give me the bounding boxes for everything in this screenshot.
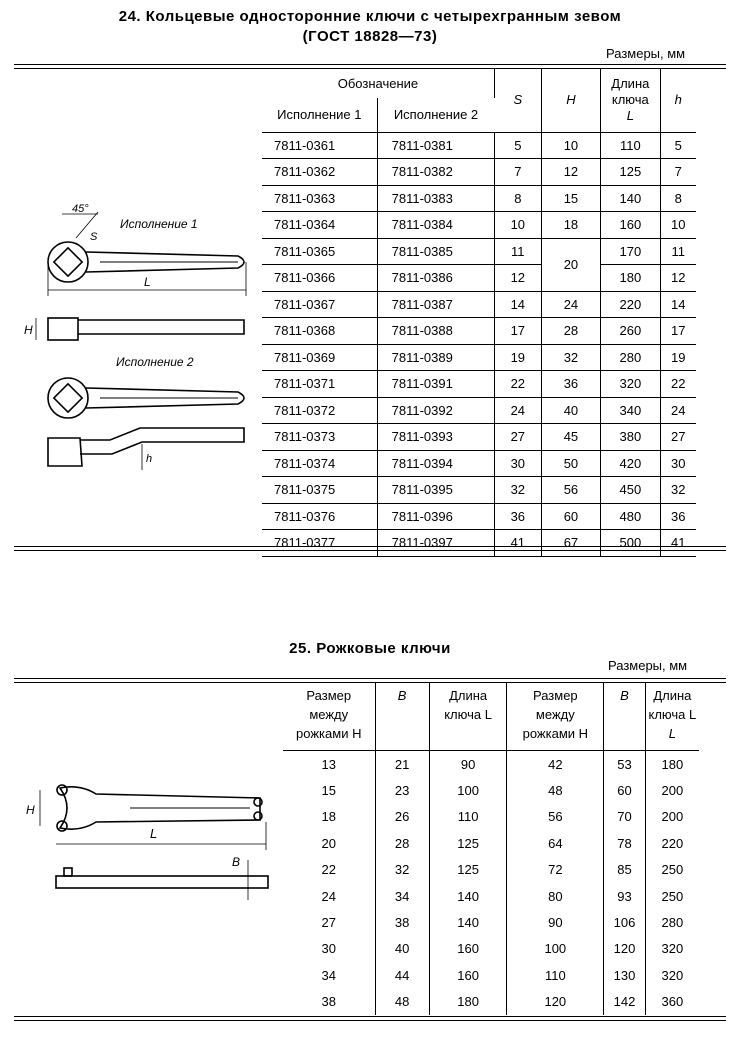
table-row xyxy=(262,530,696,557)
table-row xyxy=(283,962,699,988)
table-cell: 110 xyxy=(429,804,507,830)
header-size-2 xyxy=(507,682,604,751)
table-row xyxy=(283,830,699,856)
table-cell: 7811-0383 xyxy=(377,185,494,212)
table-cell: 32 xyxy=(541,344,600,371)
table-cell: 7811-0397 xyxy=(377,530,494,557)
table-cell: 10 xyxy=(660,212,696,239)
table-cell: 360 xyxy=(661,994,684,1010)
table-cell: 340 xyxy=(601,397,660,424)
table-cell: 78 xyxy=(604,830,645,856)
table-row xyxy=(262,132,696,159)
table-cell: 41 xyxy=(494,530,541,557)
header-H: H xyxy=(541,68,600,132)
table-cell: 67 xyxy=(541,530,600,557)
open-end-wrench-table xyxy=(283,682,699,1015)
table-cell: 140 xyxy=(429,909,507,935)
open-end-wrench-drawing xyxy=(0,0,283,1054)
table-row xyxy=(262,238,696,265)
table-cell: 220 xyxy=(601,291,660,318)
header-size-1-l2: между xyxy=(309,707,349,722)
header-length-2 xyxy=(645,682,699,751)
section-25-bottom-rule xyxy=(14,1016,726,1021)
section-25-units: Размеры, мм xyxy=(608,658,688,673)
variant-1-label: Исполнение 1 xyxy=(120,217,198,231)
table-cell: 200 xyxy=(661,809,684,825)
table-cell: 7811-0368 xyxy=(262,318,377,345)
dim-b-label-25: B xyxy=(232,855,241,869)
table-cell: 93 xyxy=(604,883,645,909)
table-cell: 7811-0388 xyxy=(377,318,494,345)
table-cell: 7811-0395 xyxy=(377,477,494,504)
header-b-1: B xyxy=(375,682,429,751)
table-cell: 7811-0387 xyxy=(377,291,494,318)
table-cell: 250 xyxy=(661,888,684,904)
table-cell: 7811-0393 xyxy=(377,424,494,451)
header-h: h xyxy=(660,68,696,132)
table-cell: 7811-0384 xyxy=(377,212,494,239)
table-row xyxy=(283,883,699,909)
table-cell: 7811-0394 xyxy=(377,450,494,477)
table-cell: 180 xyxy=(661,756,684,772)
table-row xyxy=(262,344,696,371)
table-cell: 7811-0374 xyxy=(262,450,377,477)
table-cell: 180 xyxy=(601,265,660,292)
table-cell: 110 xyxy=(601,132,660,159)
header-designation: Обозначение xyxy=(262,68,494,98)
table-cell: 19 xyxy=(494,344,541,371)
table-cell: 90 xyxy=(507,909,604,935)
table-cell: 106 xyxy=(604,909,645,935)
table-row xyxy=(283,804,699,830)
table-cell: 12 xyxy=(660,265,696,292)
header-length-line2: ключа xyxy=(611,91,649,107)
table-cell: 24 xyxy=(660,397,696,424)
table-cell: 7811-0363 xyxy=(262,185,377,212)
table-cell: 40 xyxy=(541,397,600,424)
table-cell: 85 xyxy=(604,857,645,883)
table-row xyxy=(283,936,699,962)
header-s: S xyxy=(494,68,541,132)
table-cell: 24 xyxy=(541,291,600,318)
table-cell: 72 xyxy=(507,857,604,883)
header-variant-2: Исполнение 2 xyxy=(377,98,494,132)
table-cell: 11 xyxy=(494,238,541,265)
table-cell: 36 xyxy=(660,503,696,530)
table-cell: 7811-0362 xyxy=(262,159,377,186)
table-cell: 56 xyxy=(541,477,600,504)
table-cell: 36 xyxy=(494,503,541,530)
table-cell: 40 xyxy=(375,936,429,962)
table-cell: 23 xyxy=(375,777,429,803)
table-cell: 20 xyxy=(283,830,375,856)
table-cell: 17 xyxy=(660,318,696,345)
table-cell: 14 xyxy=(494,291,541,318)
table-cell: 7811-0372 xyxy=(262,397,377,424)
table-cell: 70 xyxy=(604,804,645,830)
table-cell: 7811-0373 xyxy=(262,424,377,451)
header-length-1-l1: Длина xyxy=(449,688,488,703)
table-cell: 420 xyxy=(601,450,660,477)
table-row xyxy=(262,424,696,451)
header-length xyxy=(601,68,660,132)
table-cell: 220 xyxy=(661,835,684,851)
table-cell: 7811-0366 xyxy=(262,265,377,292)
table-cell: 200 xyxy=(661,783,684,799)
header-size-2-l2: между xyxy=(535,707,575,722)
table-row xyxy=(283,909,699,935)
header-size-2-l3: рожками H xyxy=(522,726,589,741)
table-cell: 53 xyxy=(604,751,645,778)
table-cell: 18 xyxy=(541,212,600,239)
table-cell: 38 xyxy=(375,909,429,935)
table-cell: 120 xyxy=(507,989,604,1015)
table-cell: 17 xyxy=(494,318,541,345)
table-cell: 7811-0361 xyxy=(262,132,377,159)
table-cell: 160 xyxy=(601,212,660,239)
table-cell: 7811-0386 xyxy=(377,265,494,292)
table-row xyxy=(283,777,699,803)
table-cell: 27 xyxy=(494,424,541,451)
table-cell: 26 xyxy=(375,804,429,830)
table-cell: 32 xyxy=(375,857,429,883)
table-cell: 7811-0382 xyxy=(377,159,494,186)
header-length-2-l3: L xyxy=(668,726,676,741)
table-cell: 7 xyxy=(494,159,541,186)
dim-h-label-25: H xyxy=(26,803,35,817)
table-cell: 125 xyxy=(429,857,507,883)
table-cell: 21 xyxy=(375,751,429,778)
table-row xyxy=(262,159,696,186)
table-cell: 44 xyxy=(375,962,429,988)
table-cell: 142 xyxy=(604,989,645,1015)
table-cell: 11 xyxy=(660,238,696,265)
table-cell: 125 xyxy=(429,830,507,856)
table-row xyxy=(262,450,696,477)
table-cell: 45 xyxy=(541,424,600,451)
table-cell: 36 xyxy=(541,371,600,398)
header-variant-1: Исполнение 1 xyxy=(262,98,377,132)
header-length-1 xyxy=(429,682,507,751)
table-cell: 30 xyxy=(283,936,375,962)
table-cell: 41 xyxy=(660,530,696,557)
header-length-line3: L xyxy=(626,107,634,123)
table-row xyxy=(262,265,696,292)
table-cell: 7811-0376 xyxy=(262,503,377,530)
table-row xyxy=(283,857,699,883)
table-cell: 60 xyxy=(541,503,600,530)
table-cell: 140 xyxy=(601,185,660,212)
table-cell: 19 xyxy=(660,344,696,371)
table-cell: 13 xyxy=(283,751,375,778)
table-cell: 380 xyxy=(601,424,660,451)
table-cell: 100 xyxy=(429,777,507,803)
table-cell: 250 xyxy=(661,862,684,878)
table-cell: 7811-0392 xyxy=(377,397,494,424)
table-cell: 170 xyxy=(601,238,660,265)
table-cell: 130 xyxy=(604,962,645,988)
table-cell: 7811-0364 xyxy=(262,212,377,239)
table-cell: 7811-0371 xyxy=(262,371,377,398)
header-size-1-l3: рожками H xyxy=(296,726,362,741)
table-cell: 48 xyxy=(375,989,429,1015)
table-cell: 50 xyxy=(541,450,600,477)
table-cell: 7811-0396 xyxy=(377,503,494,530)
table-cell: 500 xyxy=(601,530,660,557)
table-cell: 10 xyxy=(541,132,600,159)
table-cell: 56 xyxy=(507,804,604,830)
section-24-title: 24. Кольцевые односторонние ключи с четырехгранным зевом xyxy=(118,8,622,25)
table-cell: 42 xyxy=(507,751,604,778)
section-24-subtitle: (ГОСТ 18828—73) xyxy=(302,28,438,45)
table-cell: 125 xyxy=(601,159,660,186)
table-row xyxy=(262,291,696,318)
section-24-units: Размеры, мм xyxy=(606,46,686,61)
dim-l-label-25: L xyxy=(150,826,158,841)
section-25-title: 25. Рожковые ключи xyxy=(289,640,451,657)
header-size-1-l1: Размер xyxy=(306,688,352,703)
table-cell: 38 xyxy=(283,989,375,1015)
table-row xyxy=(262,371,696,398)
table-cell: 15 xyxy=(283,777,375,803)
table-cell: 30 xyxy=(660,450,696,477)
table-row xyxy=(262,397,696,424)
table-row xyxy=(283,989,699,1015)
header-length-2-l1: Длина xyxy=(653,688,692,703)
table-cell: 32 xyxy=(660,477,696,504)
table-cell: 32 xyxy=(494,477,541,504)
table-cell: 450 xyxy=(601,477,660,504)
header-size-2-l1: Размер xyxy=(532,688,578,703)
table-cell: 120 xyxy=(604,936,645,962)
table-cell: 480 xyxy=(601,503,660,530)
table-cell: 10 xyxy=(494,212,541,239)
table-row xyxy=(262,503,696,530)
table-cell: 14 xyxy=(660,291,696,318)
table-cell: 28 xyxy=(541,318,600,345)
table-cell: 160 xyxy=(429,962,507,988)
table-cell: 320 xyxy=(661,967,684,983)
table-cell: 7811-0381 xyxy=(377,132,494,159)
table-cell: 7811-0391 xyxy=(377,371,494,398)
table-cell: 7811-0365 xyxy=(262,238,377,265)
table-row xyxy=(262,477,696,504)
table-cell: 7811-0369 xyxy=(262,344,377,371)
table-cell: 34 xyxy=(283,962,375,988)
table-cell: 12 xyxy=(494,265,541,292)
table-cell: 18 xyxy=(283,804,375,830)
table-cell: 280 xyxy=(601,344,660,371)
table-cell: 30 xyxy=(494,450,541,477)
table-cell: 48 xyxy=(507,777,604,803)
table-cell: 8 xyxy=(494,185,541,212)
table-cell: 34 xyxy=(375,883,429,909)
ring-wrench-table xyxy=(262,68,696,557)
table-cell: 320 xyxy=(661,941,684,957)
table-cell: 80 xyxy=(507,883,604,909)
table-cell: 22 xyxy=(283,857,375,883)
table-cell: 320 xyxy=(601,371,660,398)
table-cell: 5 xyxy=(494,132,541,159)
variant-2-label: Исполнение 2 xyxy=(116,355,194,369)
table-cell: 180 xyxy=(429,989,507,1015)
table-cell: 24 xyxy=(494,397,541,424)
table-cell: 22 xyxy=(494,371,541,398)
header-b-2: B xyxy=(604,682,645,751)
table-cell: 15 xyxy=(541,185,600,212)
table-cell: 160 xyxy=(429,936,507,962)
dim-s-label: S xyxy=(90,231,98,243)
table-cell: 100 xyxy=(507,936,604,962)
dim-l-label: L xyxy=(144,275,151,289)
table-cell: 7811-0385 xyxy=(377,238,494,265)
header-size-1 xyxy=(283,682,375,751)
table-cell: 20 xyxy=(541,238,600,291)
table-cell: 27 xyxy=(283,909,375,935)
dim-h-label: H xyxy=(24,323,33,337)
table-cell: 8 xyxy=(660,185,696,212)
header-length-1-l2: ключа L xyxy=(444,707,492,722)
table-cell: 7811-0367 xyxy=(262,291,377,318)
table-row xyxy=(262,185,696,212)
table-cell: 64 xyxy=(507,830,604,856)
table-row xyxy=(283,751,699,778)
table-cell: 27 xyxy=(660,424,696,451)
table-cell: 12 xyxy=(541,159,600,186)
table-cell: 7811-0389 xyxy=(377,344,494,371)
table-cell: 7 xyxy=(660,159,696,186)
header-length-2-l2: ключа L xyxy=(648,707,697,722)
table-row xyxy=(262,318,696,345)
table-cell: 280 xyxy=(661,915,684,931)
table-cell: 140 xyxy=(429,883,507,909)
table-cell: 260 xyxy=(601,318,660,345)
angle-label: 45° xyxy=(72,203,89,215)
table-row xyxy=(262,212,696,239)
table-cell: 60 xyxy=(604,777,645,803)
table-cell: 110 xyxy=(507,962,604,988)
dim-h-small-label: h xyxy=(146,453,153,465)
table-cell: 22 xyxy=(660,371,696,398)
header-length-line1: Длина xyxy=(611,75,650,91)
table-cell: 28 xyxy=(375,830,429,856)
table-cell: 90 xyxy=(429,751,507,778)
table-cell: 7811-0377 xyxy=(262,530,377,557)
table-cell: 5 xyxy=(660,132,696,159)
table-cell: 7811-0375 xyxy=(262,477,377,504)
table-cell: 24 xyxy=(283,883,375,909)
